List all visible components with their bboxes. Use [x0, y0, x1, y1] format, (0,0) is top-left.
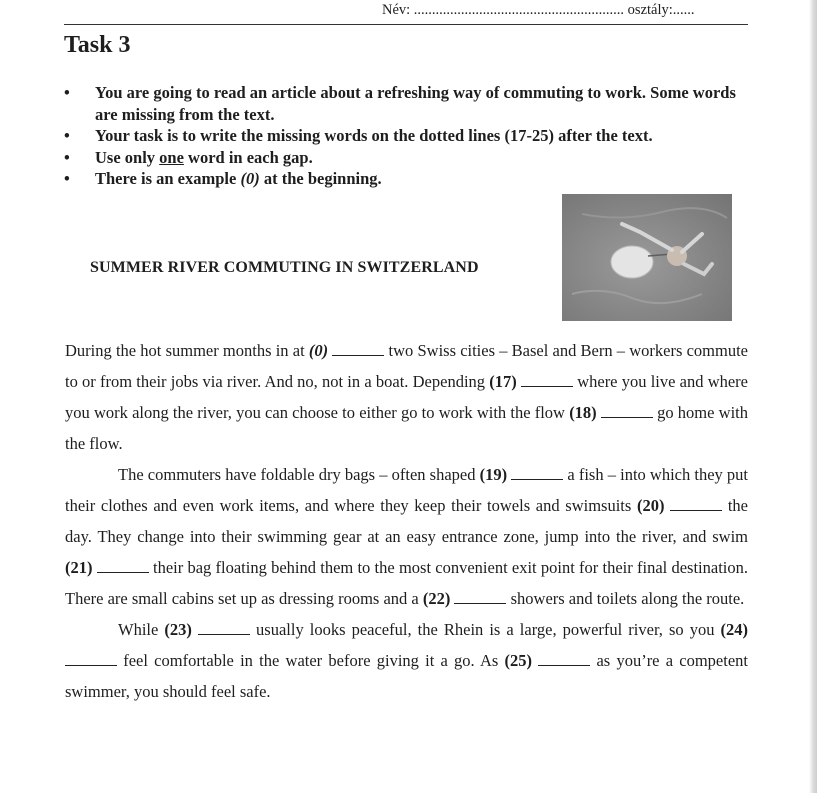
gap-number: (17): [489, 372, 517, 391]
gap-blank[interactable]: [97, 559, 149, 573]
bullet-icon: •: [64, 169, 70, 188]
bullet-icon: •: [64, 83, 70, 102]
article-paragraph: [65, 459, 748, 614]
instruction-emphasis: one: [159, 147, 184, 167]
gap-blank[interactable]: [198, 621, 250, 635]
text-run: The commuters have foldable dry bags – often shaped: [118, 465, 480, 484]
gap-number: (24): [720, 620, 749, 639]
article-paragraph: [65, 614, 748, 707]
swimmer-photo: [562, 194, 732, 321]
text-run: where you live and where you work along the river, you can choose to either go to work with the flow: [65, 372, 749, 422]
gap-number: (0): [308, 341, 329, 360]
article-body: [65, 335, 748, 707]
header-divider: [64, 24, 748, 25]
instruction-text: Use only: [95, 147, 160, 167]
gap-number: (23): [164, 620, 192, 639]
instruction-text: word in each gap.: [183, 147, 313, 167]
instruction-text: at the beginning.: [259, 169, 382, 188]
instruction-text: You are going to read an article about a refreshing way of commuting to work. Some words are missing from the text.: [95, 83, 736, 124]
instruction-item: [64, 168, 754, 190]
gap-blank[interactable]: [65, 652, 117, 666]
instructions-list: [64, 82, 754, 190]
name-class-line: Név: .......................................................... osztály:......: [382, 2, 695, 18]
text-run: While: [118, 620, 165, 639]
gap-blank[interactable]: [521, 373, 573, 387]
gap-number: (25): [504, 651, 533, 670]
task-title: Task 3: [64, 32, 131, 58]
page-edge-shadow: [809, 0, 817, 793]
text-run: the day. They change into their swimming gear at an easy entrance zone, jump into the river, and swim: [65, 496, 748, 546]
text-run: During the hot summer months in at: [65, 341, 309, 360]
text-run: two Swiss cities – Basel and Bern – workers commute to or from their jobs via river. And no, not in a boat. Depending: [65, 341, 749, 391]
instruction-item: [64, 147, 754, 169]
text-run: a fish – into which they put their clothes and even work items, and where they keep their towels and swimsuits: [65, 465, 749, 515]
text-run: go home with the flow.: [65, 403, 748, 453]
gap-number: (19): [479, 465, 508, 484]
text-run: usually looks peaceful, the Rhein is a large, powerful river, so you: [249, 620, 721, 639]
instruction-text: Your task is to write the missing words on the dotted lines (17-25) after the text.: [95, 126, 653, 145]
gap-blank[interactable]: [511, 466, 563, 480]
gap-blank[interactable]: [601, 404, 653, 418]
article-paragraph: [65, 335, 748, 459]
instruction-item: [64, 82, 754, 125]
gap-number: (18): [569, 403, 597, 422]
gap-number: (21): [65, 558, 93, 577]
instruction-emphasis: (0): [240, 169, 260, 188]
gap-number: (20): [636, 496, 665, 515]
text-run: showers and toilets along the route.: [506, 589, 745, 608]
text-run: their bag floating behind them to the most convenient exit point for their final destination. There are small cabins set up as dressing rooms and a: [65, 558, 749, 608]
bullet-icon: •: [64, 147, 70, 167]
gap-number: (22): [422, 589, 451, 608]
article-title: SUMMER RIVER COMMUTING IN SWITZERLAND: [90, 259, 479, 276]
bullet-icon: •: [64, 126, 70, 145]
gap-blank[interactable]: [670, 497, 722, 511]
instruction-text: There is an example: [95, 169, 241, 188]
swimmer-illustration: [562, 194, 732, 321]
gap-blank[interactable]: [454, 590, 506, 604]
text-run: feel comfortable in the water before giving it a go. As: [117, 651, 505, 670]
instruction-item: [64, 125, 754, 147]
gap-blank[interactable]: [538, 652, 590, 666]
text-run: as you’re a competent swimmer, you should feel safe.: [65, 651, 748, 701]
gap-blank[interactable]: [332, 342, 384, 356]
